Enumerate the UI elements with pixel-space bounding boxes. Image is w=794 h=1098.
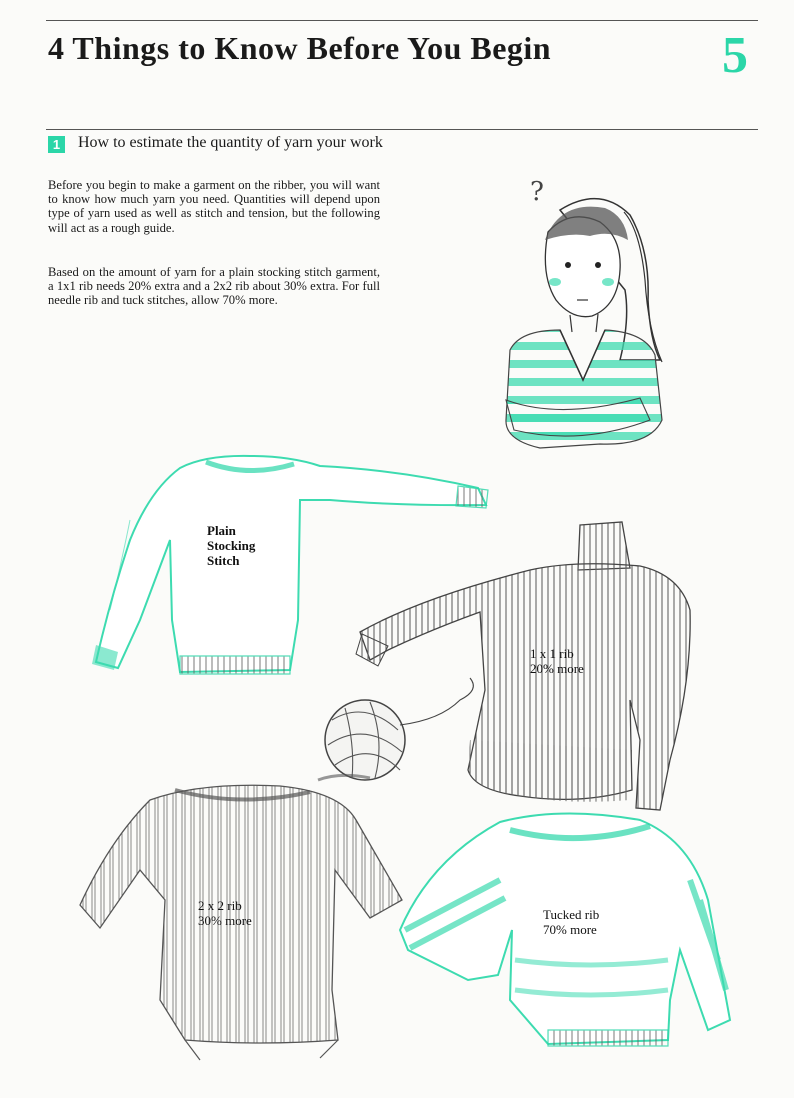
- plain-sweater-illustration: [92, 456, 488, 674]
- page-title: 4 Things to Know Before You Begin: [48, 30, 552, 66]
- rib-1x1-label: 1 x 1 rib 20% more: [530, 646, 584, 676]
- yarn-guide-paragraph: Based on the amount of yarn for a plain stocking stitch garment, a 1x1 rib needs 20% extra and a 2x2 rib about 30% extra. For full needle rib and tuck stitches, allow 70% more.: [48, 265, 380, 308]
- section-title: How to estimate the quantity of yarn your work: [78, 134, 383, 151]
- girl-illustration: [506, 177, 662, 448]
- page-number: 5: [722, 27, 748, 84]
- plain-stocking-stitch-label: Plain Stocking Stitch: [207, 523, 256, 568]
- intro-paragraph: Before you begin to make a garment on the ribber, you will want to know how much yarn you need. Quantities will depend upon type of yarn used as well as stitch and tension, but the following will act as a rough guide.: [48, 178, 380, 235]
- yarn-ball-illustration: [318, 678, 473, 780]
- section-number-badge: 1: [48, 136, 65, 153]
- rib-2x2-label: 2 x 2 rib 30% more: [198, 898, 252, 928]
- rib-1x1-sweater-illustration: [356, 522, 690, 810]
- question-mark: ?: [530, 177, 544, 207]
- tucked-rib-label: Tucked rib 70% more: [543, 907, 600, 937]
